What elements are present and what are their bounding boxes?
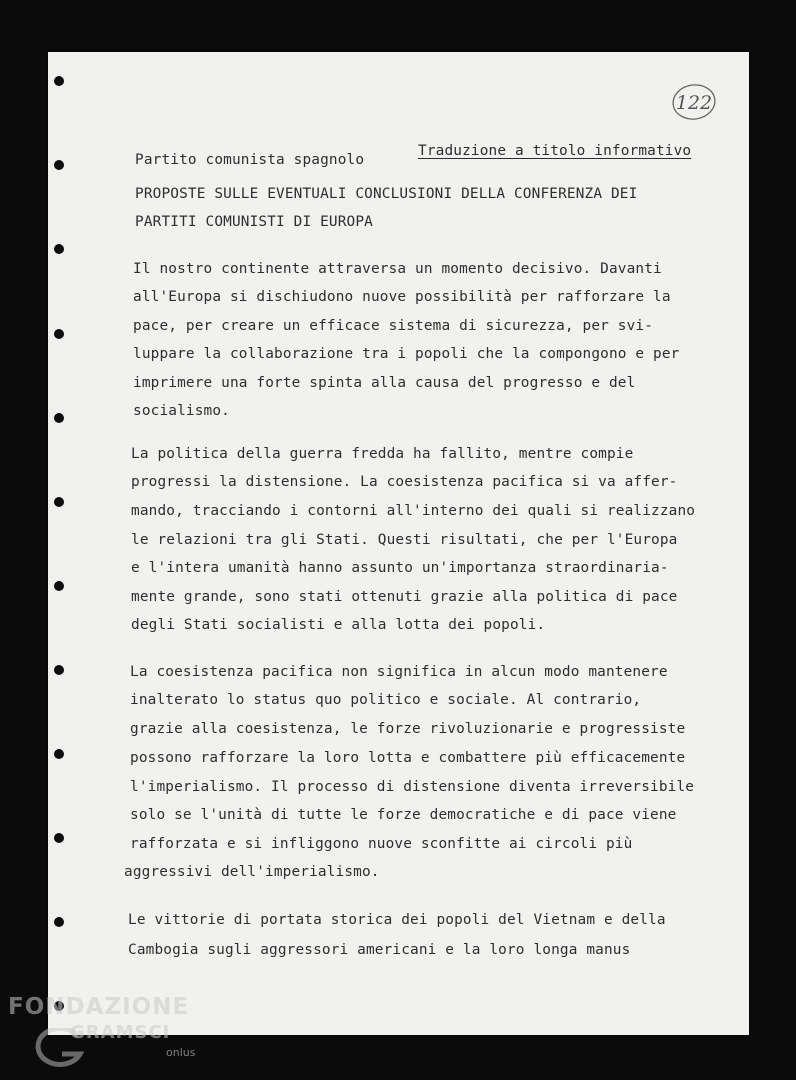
text-line: all'Europa si dischiudono nuove possibilità per rafforzare la xyxy=(133,289,671,305)
text-line: La politica della guerra fredda ha fallito, mentre compie xyxy=(131,446,634,462)
text-line: inalterato lo status quo politico e sociale. Al contrario, xyxy=(130,692,642,708)
text-line: mente grande, sono stati ottenuti grazie alla politica di pace xyxy=(131,589,678,605)
watermark-line-2: GRAMSCI xyxy=(70,1022,171,1043)
punch-hole xyxy=(54,160,64,170)
handwritten-page-number xyxy=(670,82,718,122)
punch-hole xyxy=(54,76,64,86)
punch-hole xyxy=(54,413,64,423)
text-line: aggressivi dell'imperialismo. xyxy=(124,864,380,880)
text-line: solo se l'unità di tutte le forze democratiche e di pace viene xyxy=(130,807,677,823)
text-line: possono rafforzare la loro lotta e combattere più efficacemente xyxy=(130,750,686,766)
punch-hole xyxy=(54,497,64,507)
text-line: pace, per creare un efficace sistema di sicurezza, per svi- xyxy=(133,318,654,334)
text-line: progressi la distensione. La coesistenza pacifica si va affer- xyxy=(131,474,678,490)
watermark-line-1: FONDAZIONE xyxy=(8,994,190,1020)
text-line: degli Stati socialisti e alla lotta dei popoli. xyxy=(131,617,546,633)
page-number-text: 122 xyxy=(675,92,713,114)
text-line: La coesistenza pacifica non significa in alcun modo mantenere xyxy=(130,664,668,680)
text-line: Il nostro continente attraversa un momento decisivo. Davanti xyxy=(133,261,662,277)
punch-hole xyxy=(54,833,64,843)
title-line: PROPOSTE SULLE EVENTUALI CONCLUSIONI DELLA CONFERENZA DEI xyxy=(135,186,638,202)
text-line: e l'intera umanità hanno assunto un'importanza straordinaria- xyxy=(131,560,669,576)
text-line: mando, tracciando i contorni all'interno dei quali si realizzano xyxy=(131,503,696,519)
text-line: Le vittorie di portata storica dei popoli del Vietnam e della xyxy=(128,912,666,928)
text-line: grazie alla coesistenza, le forze rivoluzionarie e progressiste xyxy=(130,721,686,737)
punch-hole xyxy=(54,329,64,339)
punch-hole xyxy=(54,581,64,591)
text-line: imprimere una forte spinta alla causa del progresso e del xyxy=(133,375,636,391)
text-line: luppare la collaborazione tra i popoli che la compongono e per xyxy=(133,346,680,362)
punch-hole xyxy=(54,917,64,927)
party-name: Partito comunista spagnolo xyxy=(135,152,365,168)
text-line: socialismo. xyxy=(133,403,230,419)
punch-hole xyxy=(54,244,64,254)
text-line: rafforzata e si infliggono nuove sconfitte ai circoli più xyxy=(130,836,633,852)
text-line: le relazioni tra gli Stati. Questi risultati, che per l'Europa xyxy=(131,532,678,548)
watermark-suffix: onlus xyxy=(166,1046,196,1059)
text-line: l'imperialismo. Il processo di distensione diventa irreversibile xyxy=(130,779,695,795)
punch-hole xyxy=(54,665,64,675)
text-line: Cambogia sugli aggressori americani e la loro longa manus xyxy=(128,942,631,958)
translation-note: Traduzione a titolo informativo xyxy=(418,143,692,159)
punch-hole xyxy=(54,749,64,759)
title-line: PARTITI COMUNISTI DI EUROPA xyxy=(135,214,373,230)
